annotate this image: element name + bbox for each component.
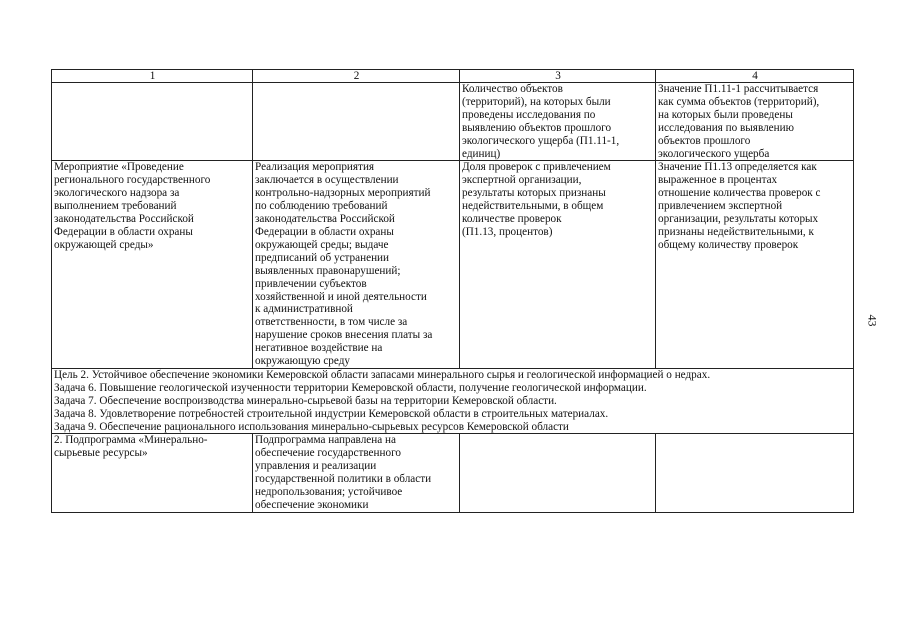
table-cell — [656, 434, 854, 512]
table-cell: Значение П1.11-1 рассчитывается как сумма объектов (территорий), на которых были проведены исследования по выявлению объектов прошлого экологического ущерба — [656, 83, 854, 161]
col-header: 3 — [460, 70, 656, 83]
goal-row — [52, 368, 854, 434]
table-cell: Подпрограмма направлена на обеспечение государственного управления и реализации государственной политики в области недропользования; устойчивое обеспечение экономики — [253, 434, 460, 512]
table-cell: Значение П1.13 определяется как выраженное в процентах отношение количества проверок с привлечением экспертной организации, результаты которых признаны недействительными, к общему количеству проверок — [656, 161, 854, 369]
col-header: 2 — [253, 70, 460, 83]
document-table — [51, 69, 854, 513]
table-cell — [460, 434, 656, 512]
table-row — [52, 83, 854, 161]
table-row — [52, 434, 854, 512]
col-header: 1 — [52, 70, 253, 83]
table-cell — [253, 83, 460, 161]
table-cell — [52, 83, 253, 161]
table-cell: Количество объектов (территорий), на которых были проведены исследования по выявлению объектов прошлого экологического ущерба (П1.11-1, единиц) — [460, 83, 656, 161]
header-row — [52, 70, 854, 83]
table-cell: Реализация мероприятия заключается в осуществлении контрольно-надзорных мероприятий по соблюдению требований законодательства Российской Федерации в области охраны окружающей среды; выдаче предписаний об устранении выявленных правонарушений; привлечении субъектов хозяйственной и иной деятельности к административной ответственности, в том числе за нарушение сроков внесения платы за негативное воздействие на окружающую среду — [253, 161, 460, 369]
table-row — [52, 161, 854, 369]
table-cell: Мероприятие «Проведение регионального государственного экологического надзора за выполнением требований законодательства Российской Федерации в области охраны окружающей среды» — [52, 161, 253, 369]
table-cell: Доля проверок с привлечением экспертной организации, результаты которых признаны недействительными, в общем количестве проверок (П1.13, процентов) — [460, 161, 656, 369]
col-header: 4 — [656, 70, 854, 83]
goal-block: Цель 2. Устойчивое обеспечение экономики Кемеровской области запасами минерального сырья и геологической информацией о недрах. Задача 6. Повышение геологической изученности территории Кемеровской области, получение геологической информации. Задача 7. Обеспечение воспроизводства минерально-сырьевой базы на территории Кемеровской области. Задача 8. Удовлетворение потребностей строительной индустрии Кемеровской области в строительных материалах. Задача 9. Обеспечение рационального использования минерально-сырьевых ресурсов Кемеровской области — [52, 368, 854, 434]
page-number: 43 — [865, 314, 880, 327]
table-cell: 2. Подпрограмма «Минерально- сырьевые ресурсы» — [52, 434, 253, 512]
